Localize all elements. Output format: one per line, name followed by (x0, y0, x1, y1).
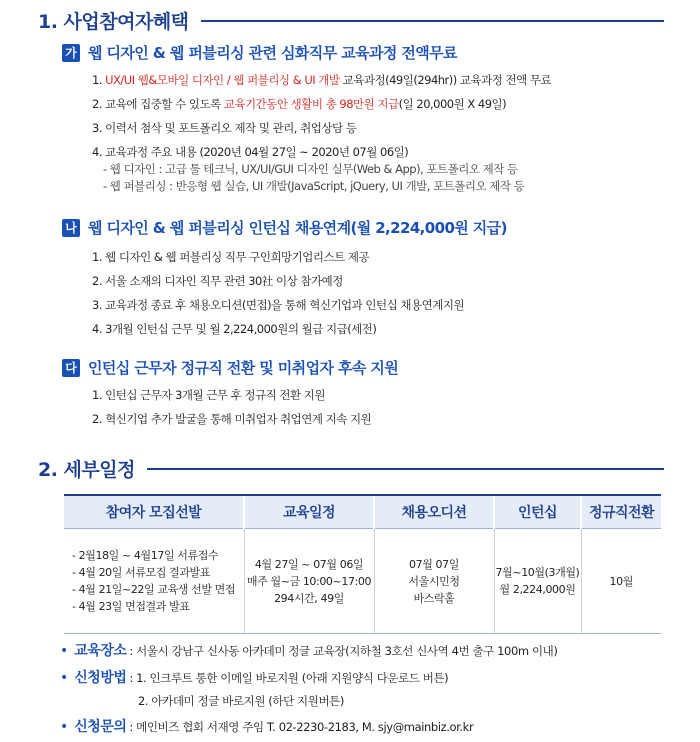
cell-internship: 7월~10월(3개월) 월 2,224,000원 (494, 529, 581, 634)
sub-b-item-1: 1. 웹 디자인 & 웹 퍼블리싱 직무 구인희망기업리스트 제공 (92, 250, 370, 264)
sub-c-item-1: 1. 인턴십 근무자 3개월 근무 후 정규직 전환 지원 (92, 388, 325, 402)
schedule-table (64, 494, 661, 634)
sub-a-item-4: 4. 교육과정 주요 내용 (2020년 04월 27일 ~ 2020년 07월 06일) (92, 145, 409, 159)
header-internship: 인턴십 (494, 495, 581, 529)
cell-audition: 07월 07일 서울시민청 바스락홀 (374, 529, 494, 634)
section2-rule (147, 468, 664, 470)
info-place-label: 교육장소 (74, 643, 127, 659)
section1-heading (38, 7, 664, 34)
table-row (64, 529, 661, 634)
header-education: 교육일정 (244, 495, 374, 529)
info-place (60, 640, 557, 660)
sub-a-item-2: 2. 교육에 집중할 수 있도록 교육기간동안 생활비 총 98만원 지급(일 20,000원 X 49일) (92, 97, 507, 111)
info-apply-text: : 1. 인크루트 통한 이메일 바로지원 (아래 지원양식 다운로드 버튼) (129, 671, 449, 685)
sub-a-item-3: 3. 이력서 첨삭 및 포트폴리오 제작 및 관리, 취업상담 등 (92, 121, 357, 135)
section2-heading (38, 455, 664, 482)
sub-a-title: 웹 디자인 & 웹 퍼블리싱 관련 심화직무 교육과정 전액무료 (88, 44, 457, 62)
sub-a-detail-1: - 웹 디자인 : 고급 툴 테크닉, UX/UI/GUI 디자인 실무(Web & App), 포트폴리오 제작 등 (103, 162, 518, 176)
cell-recruit: - 2월18일 ~ 4월17일 서류접수 - 4월 20일 서류모집 결과발표 - 4월 21일~22일 교육생 선발 면접 - 4월 23일 면접결과 발표 (64, 529, 244, 634)
sub-c-title: 인턴십 근무자 정규직 전환 및 미취업자 후속 지원 (88, 359, 399, 377)
section1-rule (201, 20, 664, 22)
info-contact-text: : 메인비즈 협회 서재영 주임 T. 02-2230-2183, M. sjy@mainbiz.or.kr (129, 720, 474, 734)
info-apply-text-2: 2. 아카데미 정글 바로지원 (하단 지원버튼) (138, 694, 344, 708)
sub-b-item-2: 2. 서울 소재의 디자인 직무 관련 30社 이상 참가예정 (92, 274, 343, 288)
cell-conversion: 10월 (581, 529, 661, 634)
sub-b-item-3: 3. 교육과정 종료 후 채용오디션(면접)을 통해 혁신기업과 인턴십 채용연계지원 (92, 298, 465, 312)
section2-title: 2. 세부일정 (38, 459, 135, 481)
info-apply (60, 667, 448, 687)
sub-c-item-2: 2. 혁신기업 추가 발굴을 통해 미취업자 취업연계 지속 지원 (92, 412, 372, 426)
sub-a-badge: 가 (62, 44, 80, 62)
info-contact-label: 신청문의 (74, 719, 127, 735)
header-conversion: 정규직전환 (581, 495, 661, 529)
sub-b-title: 웹 디자인 & 웹 퍼블리싱 인턴십 채용연계(월 2,224,000원 지급) (88, 219, 507, 237)
sub-a-heading (62, 42, 457, 63)
section1-title: 1. 사업참여자혜택 (38, 11, 189, 33)
info-apply-label: 신청방법 (74, 670, 127, 686)
sub-c-badge: 다 (62, 359, 80, 377)
info-place-text: : 서울시 강남구 신사동 아카데미 정글 교육장(지하철 3호선 신사역 4번 출구 100m 이내) (129, 644, 558, 658)
sub-c-heading (62, 357, 398, 378)
sub-b-heading (62, 217, 507, 238)
bullet-icon: • (60, 670, 69, 686)
header-audition: 채용오디션 (374, 495, 494, 529)
cell-education: 4월 27일 ~ 07월 06일 매주 월~금 10:00~17:00 294시간, 49일 (244, 529, 374, 634)
bullet-icon: • (60, 719, 69, 735)
info-contact (60, 716, 473, 736)
sub-a-detail-2: - 웹 퍼블리싱 : 반응형 웹 실습, UI 개발(JavaScript, jQuery, UI 개발, 포트폴리오 제작 등 (103, 179, 525, 193)
sub-b-badge: 나 (62, 219, 80, 237)
schedule-header-row (64, 495, 661, 529)
sub-a-item-1: 1. UX/UI 웹&모바일 디자인 / 웹 퍼블리싱 & UI 개발 교육과정(49일(294hr)) 교육과정 전액 무료 (92, 73, 552, 87)
sub-b-item-4: 4. 3개월 인턴십 근무 및 월 2,224,000원의 월급 지급(세전) (92, 322, 377, 336)
header-recruit: 참여자 모집선발 (64, 495, 244, 529)
bullet-icon: • (60, 643, 69, 659)
